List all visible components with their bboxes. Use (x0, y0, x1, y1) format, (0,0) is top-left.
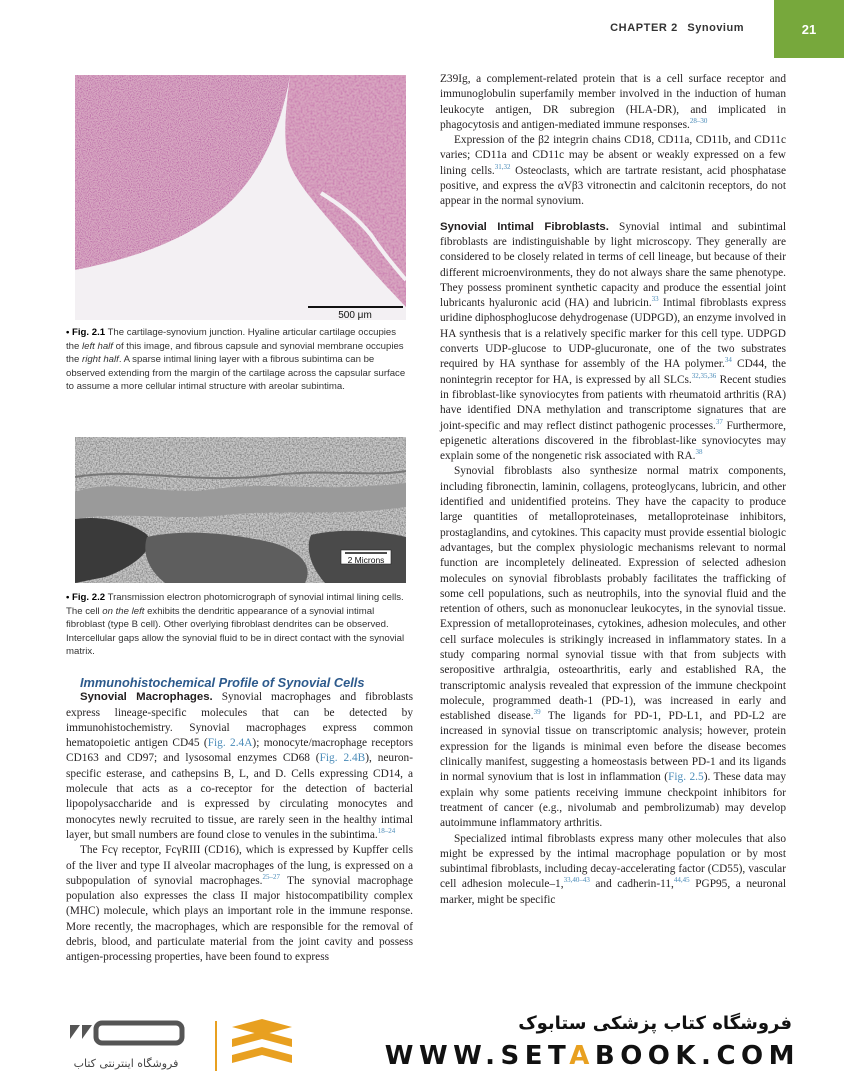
figure-2-1-label: • Fig. 2.1 (66, 327, 106, 338)
store-url[interactable] (385, 1041, 800, 1071)
caption-text: . A sparse intimal lining layer with a fibrous subintima can be observed extending from the margin of the cartilage across the capsular surface to assume a more cellular intimal structure with areolar subintima. (66, 354, 406, 392)
paragraph-specialized-fibroblasts (440, 832, 786, 908)
caption-text: of this image, and fibrous capsule and synovial membrane occupies the (66, 340, 404, 365)
caption-text: The cartilage-synovium junction. Hyaline articular cartilage occupies the (66, 327, 397, 352)
paragraph-fc-receptor (66, 843, 413, 965)
citation[interactable]: 37 (715, 417, 723, 426)
subheading-intimal-fibroblasts: Synovial Intimal Fibroblasts. (440, 220, 609, 233)
figure-2-2-label: • Fig. 2.2 (66, 592, 106, 603)
citation[interactable]: 38 (695, 448, 703, 457)
store-watermark-footer (0, 995, 844, 1080)
citation[interactable]: 39 (533, 708, 541, 717)
body-text: ); monocyte/macrophage receptors CD163 and CD97; and lysosomal enzymes CD68 ( (66, 737, 413, 765)
figure-2-1-scale-bar: 500 μm (338, 310, 372, 320)
section-title: Immunohistochemical Profile of Synovial Cells (80, 675, 365, 690)
url-accent: A (569, 1041, 595, 1071)
caption-text: exhibits the dendritic appearance of a synovial intimal fibroblast (type B cell). Other overlying fibroblast dendrites can be observed. Intercellular gaps allow the synovial fluid to be in direct contact with the synovial matrix. (66, 605, 405, 657)
citation[interactable]: 25–27 (262, 873, 281, 882)
body-text: Synovial macrophages and fibroblasts express lineage-specific molecules that can be detected by immunohistochemistry. Synovial macrophages express common hematopoietic antigen CD45 ( (66, 691, 413, 750)
body-text: Furthermore, epigenetic alterations discovered in the fibroblast-like synoviocytes may explain some of the nongenetic risk associated with RA. (440, 419, 786, 463)
paragraph-matrix-components (440, 464, 786, 831)
citation[interactable]: 28–30 (689, 117, 708, 126)
figure-2-1-micrograph (75, 75, 406, 320)
paragraph-z39ig (440, 72, 786, 133)
citation[interactable]: 33 (651, 295, 659, 304)
citation[interactable]: 33,40–43 (563, 876, 590, 885)
body-text: Expression of the β2 integrin chains CD18, CD11a, CD11b, and CD11c varies; CD11a and CD11c may be absent or weakly expressed on a few lining cells. (440, 134, 786, 177)
paragraph-synovial-macrophages (66, 690, 413, 843)
setabook-logo (66, 1017, 301, 1073)
subheading-synovial-macrophages: Synovial Macrophages. (80, 691, 213, 704)
citation[interactable]: 34 (724, 356, 732, 365)
body-text: Synovial fibroblasts also synthesize normal matrix components, including fibronectin, laminin, collagens, proteoglycans, lubricin, and other identified and unidentified proteins. They have the capacity to produce large quantities of metalloproteinases, metalloproteinase inhibitors, prostaglandins, and cytokines. This capacity must provide essential biologic advantages, but the complex physiologic mechanisms relevant to normal function are incompletely delineated. Expression of selected adhesion molecules on synovial fibroblasts probably facilitates the trafficking of some cell populations, such as neutrophils, into the synovial fluid and the retention of others, such as mononuclear leukocytes, in the synovial tissue. Expression of metalloproteinases, cytokines, adhesion molecules, and other cell surface molecules is strikingly increased in inflammatory states. In a study comparing normal synovial tissue with that from subjects with seropositive arthralgia, osteoarthritis, early and established RA, the transcriptomic analysis revealed that expression of the immune checkpoint molecule, programmed death-1 (PD-1), was increased in early and established disease. (440, 465, 786, 723)
body-text: Z39Ig, a complement-related protein that is a cell surface receptor and immunoglobulin superfamily member involved in the induction of human leukocyte antigen, DR subregion (HLA-DR), and implicated in phagocytosis and antigen-mediated immune responses. (440, 73, 786, 131)
body-text: ), neuron-specific esterase, and cathepsins B, L, and D. Cells expressing CD14, a molecule that acts as a co-receptor for the detection of bacterial lipopolysaccharide and is expressed by circulating monocytes and monocytes newly recruited to tissue, are rarely seen in the healthy intimal layer, but small numbers are found close to venules in the subintima. (66, 752, 413, 841)
body-text: ). These data may explain why some patients receiving immune checkpoint inhibitors for treatment of cancer (e.g., nivolumab and pembrolizumab) may develop autoimmune inflammatory arthritis. (440, 771, 786, 830)
body-text: CD44, the nonintegrin receptor for HA, is expressed by all SLCs. (440, 358, 786, 386)
body-text: Osteoclasts, which are tartrate resistant, acid phosphatase positive, and express the αVβ3 vitronectin and calcitonin receptors, do not appear in the normal synovium. (440, 164, 786, 208)
chapter-label: CHAPTER 2 (610, 22, 678, 34)
url-part: BOOK.COM (594, 1041, 800, 1071)
caption-emphasis: right half (82, 354, 119, 365)
caption-emphasis: left half (82, 340, 113, 352)
body-text: Intimal fibroblasts express uridine diphosphoglucose dehydrogenase (UDPGD), an enzyme involved in HA synthesis that is a relatively specific marker for this cell type. UDPGD converts UDP-glucose to UDP-glucuronate, one of the two substrates required by HA synthase for assembly of the HA polymer. (440, 297, 786, 371)
figure-link-2-5[interactable]: Fig. 2.5 (668, 771, 704, 784)
figure-2-2-scale-bar: 2 Microns (347, 555, 385, 565)
body-text: The synovial macrophage population also expresses the class II major histocompatibility complex (MHC) molecule, which plays an important role in the immune response. More recently, the macrophages, which are responsible for the removal of debris, blood, and particulate material from the joint cavity and possess antigen-processing properties, have been found to express (66, 874, 414, 964)
figure-link-2-4b[interactable]: Fig. 2.4B (319, 752, 366, 765)
paragraph-integrins (440, 133, 786, 209)
chapter-title: Synovium (687, 22, 744, 34)
running-header (0, 0, 844, 58)
body-text: PGP95, a neuronal marker, might be specific (440, 878, 787, 906)
body-text: The Fcγ receptor, FcγRIII (CD16), which is expressed by Kupffer cells of the liver and type II alveolar macrophages of the lung, is expressed on a subpopulation of synovial macrophages. (66, 844, 413, 887)
body-text: and cadherin-11, (589, 878, 674, 891)
logo-subtitle: فروشگاه اینترنتی کتاب (73, 1057, 179, 1070)
figure-2-2-caption (66, 591, 410, 659)
citation[interactable]: 32,35,36 (691, 371, 717, 380)
body-text: Synovial intimal and subintimal fibroblasts are indistinguishable by light microscopy. They generally are considered to be closely related in terms of cell lineage, but because of their different microenvironments, they do not always share the same phenotype. They possess prominent synthetic capacity and produce the essential joint lubricants hyaluronic acid (HA) and lubricin. (440, 220, 786, 310)
right-column (440, 72, 786, 908)
left-column (66, 675, 413, 966)
paragraph-intimal-fibroblasts (440, 220, 786, 465)
citation[interactable]: 44,45 (673, 876, 690, 885)
figure-2-2-electron-micrograph (75, 437, 406, 583)
running-head (610, 22, 744, 34)
figure-2-1-caption (66, 326, 410, 394)
page-number: 21 (774, 0, 844, 58)
store-name: فروشگاه کتاب پزشکی ستابوک (518, 1013, 792, 1034)
citation[interactable]: 18–24 (377, 827, 396, 836)
citation[interactable]: 31,32 (494, 163, 511, 171)
url-part: WWW.SET (384, 1041, 570, 1071)
figure-link-2-4a[interactable]: Fig. 2.4A (207, 737, 253, 750)
body-text: Specialized intimal fibroblasts express many other molecules that also might be expressed by the intimal macrophage population or by most subintimal fibroblasts, including decay-accelerating factor (CD55), vascular cell adhesion molecule–1, (440, 832, 786, 891)
body-text: Recent studies in fibroblast-like synoviocytes from patients with rheumatoid arthritis (RA) have identified DNA methylation and transcriptome signatures that are joint-specific and may reflect distinct pathogenic processes. (440, 373, 786, 432)
caption-text: Transmission electron photomicrograph of synovial intimal lining cells. The cell (66, 592, 404, 617)
body-text: The ligands for PD-1, PD-L1, and PD-L2 are increased in synovial tissue on transcriptomic analysis; however, protein expression for the ligands is minimal even before the disease becomes clinically manifest, suggesting a homeostasis between PD-1 and its ligands in normal synovium that is lost in inflammation ( (440, 710, 786, 784)
caption-emphasis: on the left (102, 605, 145, 617)
